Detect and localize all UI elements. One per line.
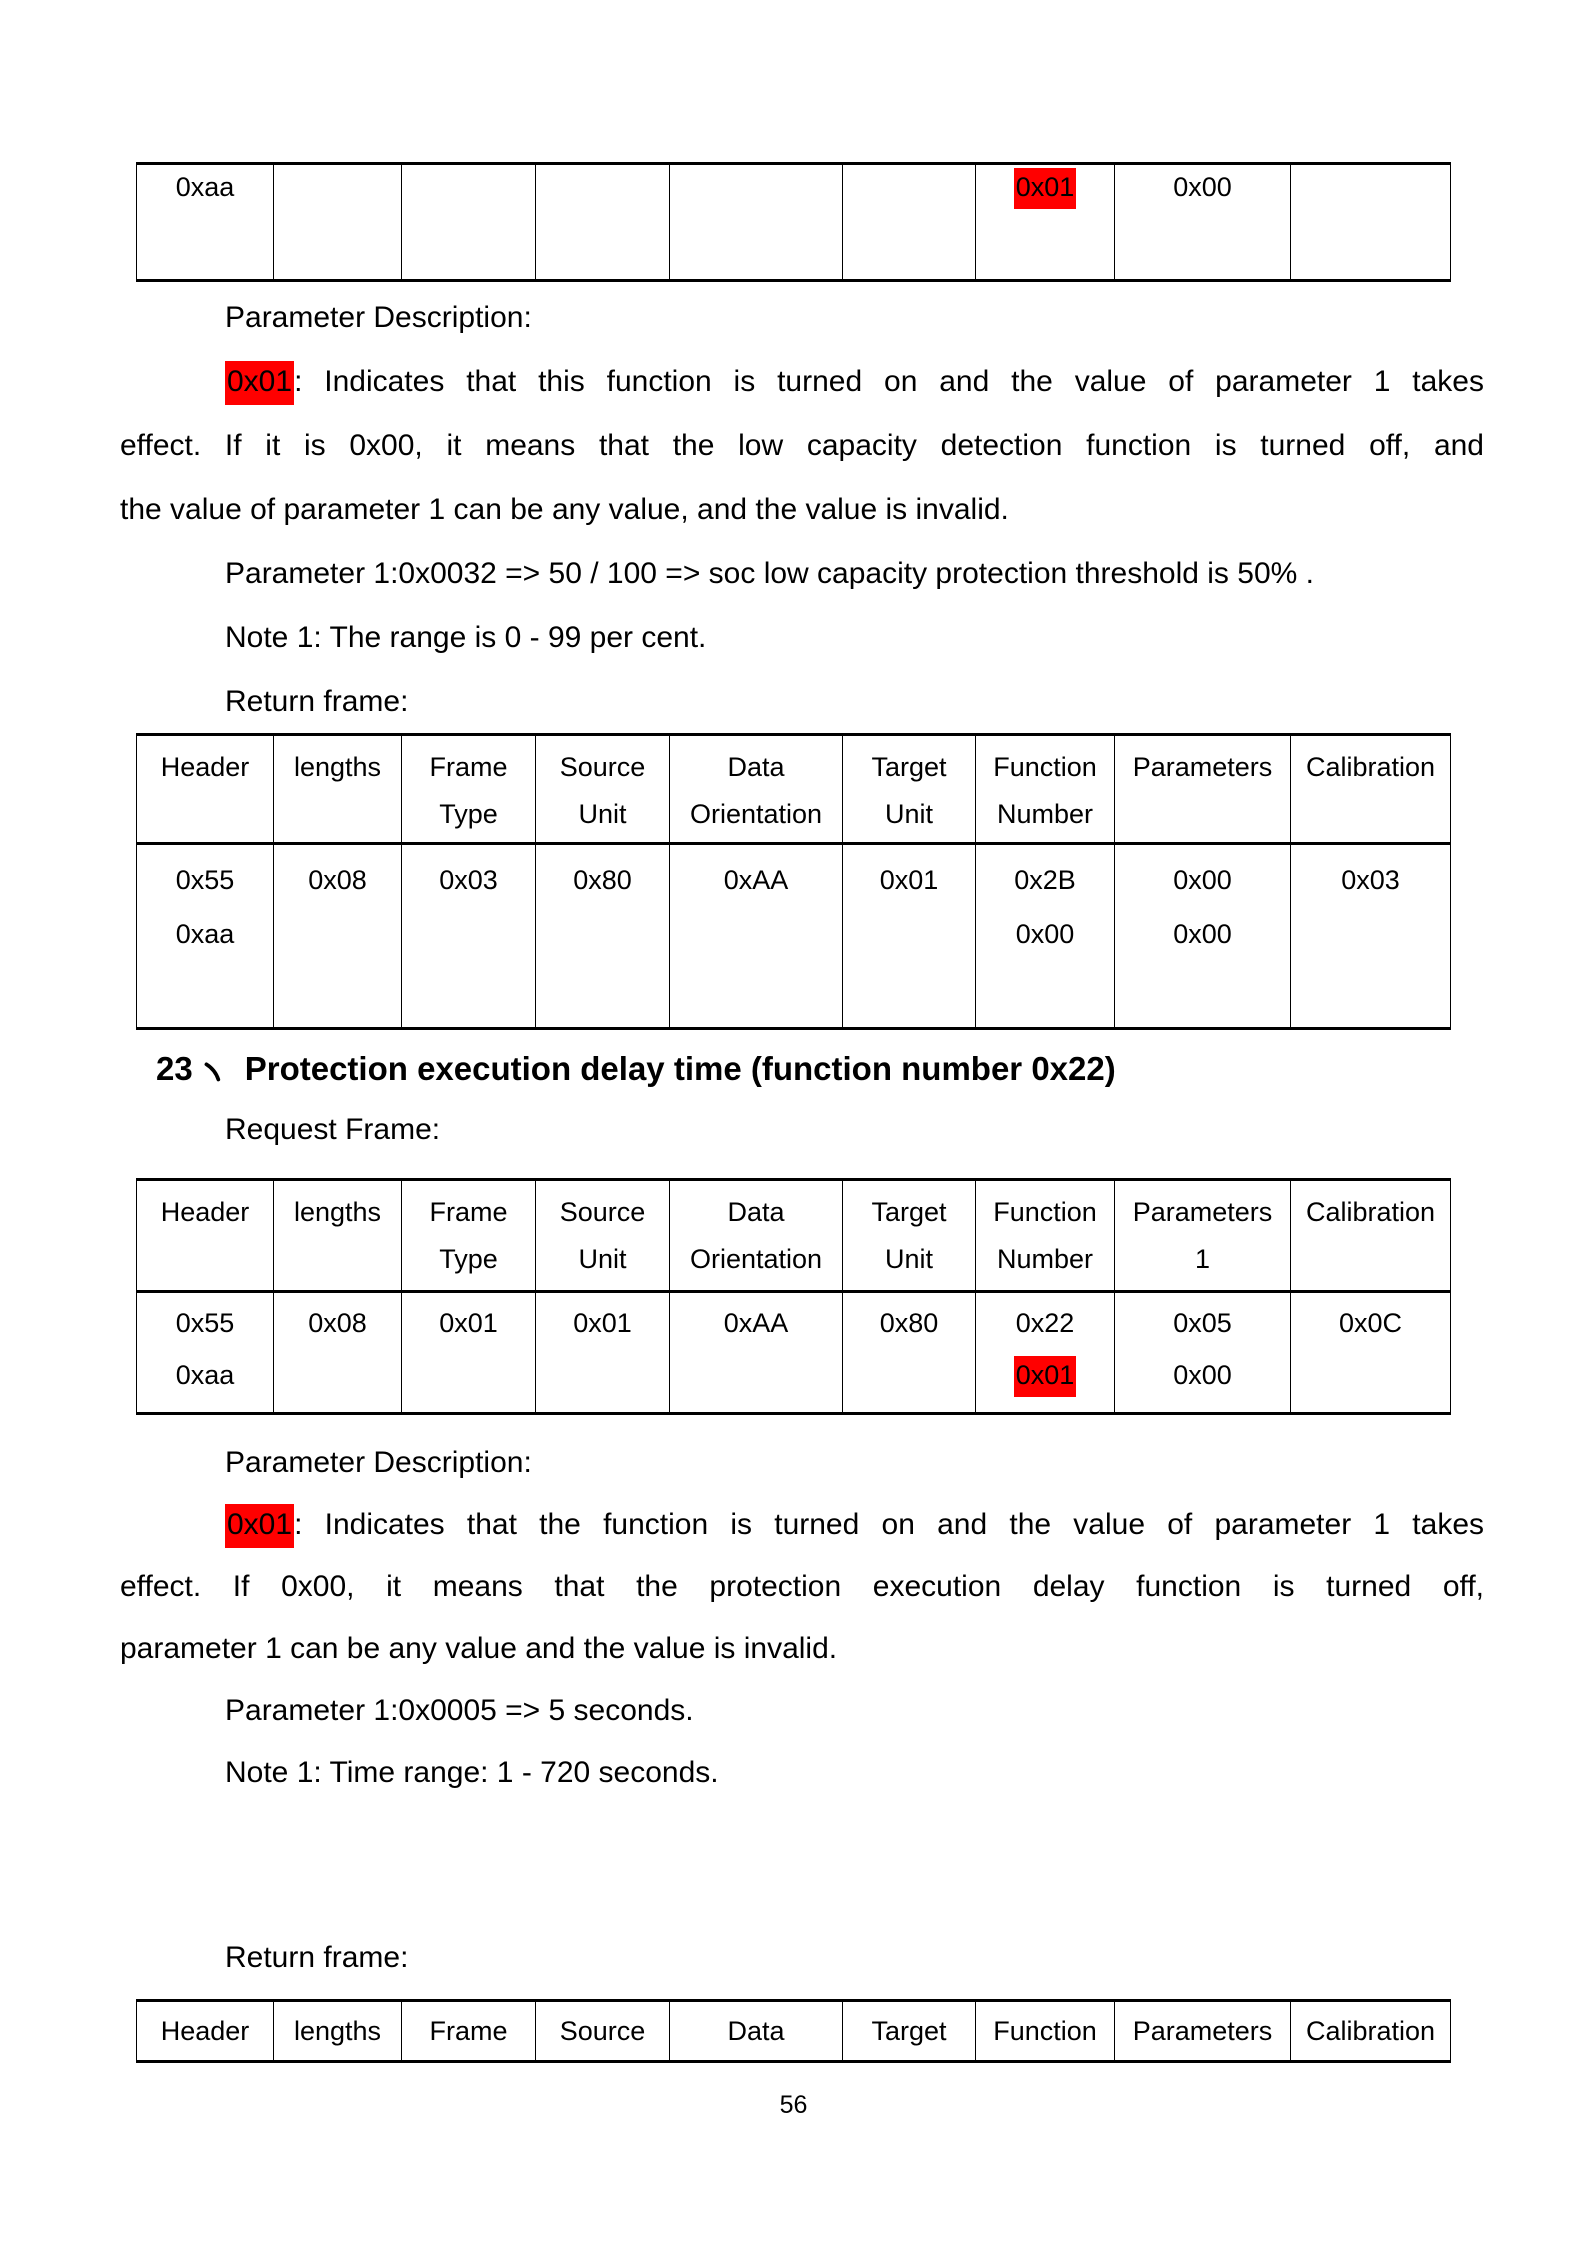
table-cell xyxy=(536,844,670,1029)
cell-text: Parameters xyxy=(1132,1197,1273,1227)
column-header xyxy=(1291,2001,1451,2062)
value-line xyxy=(402,1297,535,1349)
cell-text: 0x55 xyxy=(175,865,235,895)
cell-text: 0x80 xyxy=(879,1308,939,1338)
header-line xyxy=(536,744,669,791)
frame-table-top-partial xyxy=(136,162,1451,282)
column-header xyxy=(1291,1180,1451,1292)
header-line xyxy=(843,2016,975,2046)
cell-text: Parameters xyxy=(1132,752,1273,782)
value-line xyxy=(843,853,975,907)
cell-text: 1 xyxy=(1194,1244,1211,1274)
data-row xyxy=(137,1292,1451,1414)
header-line xyxy=(274,744,401,791)
cell-text: Unit xyxy=(884,799,933,829)
table-cell xyxy=(1291,844,1451,1029)
header-line xyxy=(1115,1236,1290,1283)
note1-line: Note 1: Time range: 1 - 720 seconds. xyxy=(225,1756,719,1789)
table-cell xyxy=(1115,1292,1291,1414)
column-header xyxy=(976,1180,1115,1292)
cell-text: Calibration xyxy=(1305,752,1436,782)
header-line xyxy=(670,1189,842,1236)
ideographic-comma-icon xyxy=(193,1070,245,1080)
table-cell xyxy=(137,1292,274,1414)
highlighted-value: 0x01 xyxy=(225,361,294,405)
cell-text: Header xyxy=(160,1197,250,1227)
table-cell xyxy=(670,844,843,1029)
cell-text: 0x00 xyxy=(1173,865,1232,895)
cell-text: Target xyxy=(871,752,947,782)
value-line xyxy=(536,853,669,907)
cell-text: Function xyxy=(993,1197,1097,1227)
cell-text: 0x00 xyxy=(1173,919,1232,949)
request-frame-label: Request Frame: xyxy=(225,1113,441,1146)
cell-text: Target xyxy=(871,1197,947,1227)
parameter1-line: Parameter 1:0x0032 => 50 / 100 => soc low capacity protection threshold is 50% . xyxy=(225,557,1314,590)
para-line: effect. If it is 0x00, it means that the low capacity detection function is turned off, and xyxy=(120,429,1484,462)
return-frame-label: Return frame: xyxy=(225,1941,409,1974)
value-line xyxy=(1115,1349,1290,1401)
cell-text: 0x22 xyxy=(1015,1308,1075,1338)
cell-text: 0xAA xyxy=(723,865,789,895)
value-line xyxy=(137,167,273,207)
column-header xyxy=(843,735,976,844)
cell-text: Source xyxy=(559,2016,646,2046)
cell-text: 0x2B xyxy=(1014,865,1076,895)
cell-text: 0xaa xyxy=(175,172,235,202)
cell-text: Frame xyxy=(429,752,508,782)
value-line xyxy=(274,1297,401,1349)
cell-text: Unit xyxy=(578,799,627,829)
table-cell xyxy=(1291,164,1451,281)
parameter-description-label: Parameter Description: xyxy=(225,1446,532,1479)
note1-line: Note 1: The range is 0 - 99 per cent. xyxy=(225,621,707,654)
header-line xyxy=(670,744,842,791)
section-number: 23 xyxy=(156,1050,193,1087)
column-header xyxy=(670,735,843,844)
cell-text: 0xaa xyxy=(175,919,235,949)
header-line xyxy=(976,1189,1114,1236)
cell-text: 0x00 xyxy=(1173,1360,1232,1390)
cell-text: Orientation xyxy=(689,1244,823,1274)
column-header xyxy=(843,2001,976,2062)
table-cell xyxy=(1291,1292,1451,1414)
cell-text: Function xyxy=(993,752,1097,782)
cell-text: Frame xyxy=(429,1197,508,1227)
request-frame-table xyxy=(136,1178,1451,1415)
column-header xyxy=(670,1180,843,1292)
value-line xyxy=(402,167,535,207)
cell-text: 0x0C xyxy=(1338,1308,1403,1338)
value-line xyxy=(1291,1297,1450,1349)
value-line xyxy=(1115,1297,1290,1349)
table-cell xyxy=(843,164,976,281)
table-cell xyxy=(976,844,1115,1029)
table-cell xyxy=(843,1292,976,1414)
request-frame-label-block xyxy=(120,1098,1484,1162)
column-header xyxy=(670,2001,843,2062)
cell-text: 0xAA xyxy=(723,1308,789,1338)
column-header xyxy=(137,735,274,844)
header-line xyxy=(1291,2016,1450,2046)
header-line xyxy=(137,1189,273,1236)
header-line xyxy=(536,1189,669,1236)
parameter1-line: Parameter 1:0x0005 => 5 seconds. xyxy=(225,1694,694,1727)
header-line xyxy=(137,2016,273,2046)
table-cell xyxy=(274,1292,402,1414)
header-line xyxy=(1115,1189,1290,1236)
cell-text: 0x08 xyxy=(308,865,367,895)
column-header xyxy=(402,1180,536,1292)
cell-text: 0x00 xyxy=(1173,172,1232,202)
cell-text: Function xyxy=(993,2016,1097,2046)
column-header xyxy=(402,735,536,844)
return-frame-table xyxy=(136,733,1451,1030)
table-cell xyxy=(670,1292,843,1414)
header-line xyxy=(976,791,1114,838)
value-line xyxy=(976,167,1114,207)
value-line xyxy=(402,853,535,907)
column-header xyxy=(843,1180,976,1292)
table-cell xyxy=(1115,844,1291,1029)
value-line xyxy=(1291,853,1450,907)
cell-text: 0x80 xyxy=(573,865,632,895)
header-line xyxy=(843,1236,975,1283)
value-line xyxy=(976,1297,1114,1349)
section-23-heading xyxy=(156,1037,1116,1101)
cell-text: Frame xyxy=(429,2016,508,2046)
return-frame-label: Return frame: xyxy=(225,685,409,718)
column-header xyxy=(1291,735,1451,844)
header-line xyxy=(976,744,1114,791)
cell-text: 0x01 xyxy=(439,1308,498,1338)
section-title: Protection execution delay time (function number 0x22) xyxy=(244,1050,1116,1087)
para-line: 0x01: Indicates that this function is turned on and the value of parameter 1 takes xyxy=(120,350,1484,414)
header-line xyxy=(670,1236,842,1283)
value-line xyxy=(274,853,401,907)
return-frame-label-block xyxy=(120,1926,1484,1990)
cell-text: 0x01 xyxy=(573,1308,632,1338)
value-line xyxy=(137,1297,273,1349)
cell-text: 0x03 xyxy=(1341,865,1400,895)
table-cell xyxy=(976,1292,1115,1414)
table-cell xyxy=(843,844,976,1029)
cell-text: Data xyxy=(727,1197,785,1227)
section-23-text-block xyxy=(120,1432,1484,1804)
cell-text: Data xyxy=(727,752,785,782)
header-line xyxy=(1115,744,1290,791)
value-line xyxy=(1115,167,1290,207)
cell-text: Orientation xyxy=(689,799,823,829)
table-cell xyxy=(137,164,274,281)
cell-text: Header xyxy=(160,752,250,782)
value-line xyxy=(137,907,273,961)
header-line xyxy=(402,1236,535,1283)
cell-text: Calibration xyxy=(1305,2016,1436,2046)
header-line xyxy=(1291,744,1450,791)
value-line xyxy=(536,167,669,207)
value-line xyxy=(976,907,1114,961)
value-line xyxy=(536,1297,669,1349)
header-line xyxy=(274,1189,401,1236)
cell-text: lengths xyxy=(293,752,382,782)
header-line xyxy=(843,744,975,791)
column-header xyxy=(976,2001,1115,2062)
value-line xyxy=(670,167,842,207)
header-line xyxy=(670,2016,842,2046)
cell-text: Unit xyxy=(578,1244,627,1274)
return-frame-table-partial xyxy=(136,1999,1451,2063)
highlighted-value: 0x01 xyxy=(1014,1356,1077,1397)
column-header xyxy=(536,735,670,844)
table-cell xyxy=(274,164,402,281)
cell-text: lengths xyxy=(293,1197,382,1227)
table-cell xyxy=(536,164,670,281)
cell-text: Target xyxy=(871,2016,947,2046)
cell-text: 0x05 xyxy=(1173,1308,1232,1338)
cell-text: 0x03 xyxy=(439,865,498,895)
column-header xyxy=(274,2001,402,2062)
cell-text: Number xyxy=(996,799,1094,829)
parameter-description-label: Parameter Description: xyxy=(225,301,532,334)
table-cell xyxy=(402,844,536,1029)
header-line xyxy=(536,791,669,838)
value-line xyxy=(670,853,842,907)
header-line xyxy=(843,1189,975,1236)
cell-text: Source xyxy=(559,1197,646,1227)
page-number: 56 xyxy=(779,2091,808,2119)
cell-text: Type xyxy=(439,1244,498,1274)
table-cell xyxy=(137,844,274,1029)
value-line xyxy=(670,1297,842,1349)
column-header xyxy=(137,1180,274,1292)
cell-text: Calibration xyxy=(1305,1197,1436,1227)
header-line xyxy=(1115,2016,1290,2046)
header-line xyxy=(402,744,535,791)
cell-text: lengths xyxy=(293,2016,382,2046)
header-row xyxy=(137,735,1451,844)
column-header xyxy=(1115,2001,1291,2062)
para-line: 0x01: Indicates that the function is turned on and the value of parameter 1 takes xyxy=(120,1494,1484,1556)
value-line xyxy=(1115,907,1290,961)
table-cell xyxy=(1115,164,1291,281)
table-cell xyxy=(670,164,843,281)
cell-text: Parameters xyxy=(1132,2016,1273,2046)
header-line xyxy=(536,2016,669,2046)
table-cell xyxy=(402,164,536,281)
header-row xyxy=(137,1180,1451,1292)
header-line xyxy=(843,791,975,838)
value-line xyxy=(1291,167,1450,207)
header-line xyxy=(976,2016,1114,2046)
cell-text: Source xyxy=(559,752,646,782)
cell-text: Unit xyxy=(884,1244,933,1274)
value-line xyxy=(843,167,975,207)
cell-text: 0x08 xyxy=(308,1308,367,1338)
table-cell xyxy=(536,1292,670,1414)
header-line xyxy=(402,1189,535,1236)
value-line xyxy=(976,1349,1114,1401)
table-cell xyxy=(976,164,1115,281)
cell-text: 0x55 xyxy=(175,1308,235,1338)
value-line xyxy=(274,167,401,207)
column-header xyxy=(137,2001,274,2062)
data-row xyxy=(137,164,1451,281)
header-line xyxy=(402,791,535,838)
cell-text: Type xyxy=(439,799,498,829)
column-header xyxy=(536,2001,670,2062)
header-line xyxy=(137,744,273,791)
table-cell xyxy=(402,1292,536,1414)
cell-text: 0x00 xyxy=(1015,919,1075,949)
column-header xyxy=(274,735,402,844)
para-line: effect. If 0x00, it means that the protection execution delay function is turned off, xyxy=(120,1570,1484,1603)
header-line xyxy=(274,2016,401,2046)
column-header xyxy=(1115,735,1291,844)
para-line: parameter 1 can be any value and the value is invalid. xyxy=(120,1632,838,1665)
header-line xyxy=(536,1236,669,1283)
value-line xyxy=(1115,853,1290,907)
column-header xyxy=(1115,1180,1291,1292)
column-header xyxy=(274,1180,402,1292)
header-line xyxy=(1291,1189,1450,1236)
header-line xyxy=(402,2016,535,2046)
parameter-description-paragraph xyxy=(120,350,1484,542)
para-line: the value of parameter 1 can be any value, and the value is invalid. xyxy=(120,493,1009,526)
section-22-text-block xyxy=(120,286,1484,734)
cell-text: Data xyxy=(727,2016,785,2046)
cell-text: Number xyxy=(996,1244,1094,1274)
value-line xyxy=(843,1297,975,1349)
column-header xyxy=(976,735,1115,844)
data-row xyxy=(137,844,1451,1029)
value-line xyxy=(137,853,273,907)
column-header xyxy=(536,1180,670,1292)
value-line xyxy=(976,853,1114,907)
header-line xyxy=(670,791,842,838)
parameter-description-paragraph xyxy=(120,1494,1484,1680)
table-cell xyxy=(274,844,402,1029)
value-line xyxy=(137,1349,273,1401)
highlighted-value: 0x01 xyxy=(1014,168,1077,209)
highlighted-value: 0x01 xyxy=(225,1504,294,1548)
column-header xyxy=(402,2001,536,2062)
header-row xyxy=(137,2001,1451,2062)
cell-text: 0x01 xyxy=(879,865,939,895)
header-line xyxy=(976,1236,1114,1283)
cell-text: 0xaa xyxy=(175,1360,235,1390)
cell-text: Header xyxy=(160,2016,250,2046)
